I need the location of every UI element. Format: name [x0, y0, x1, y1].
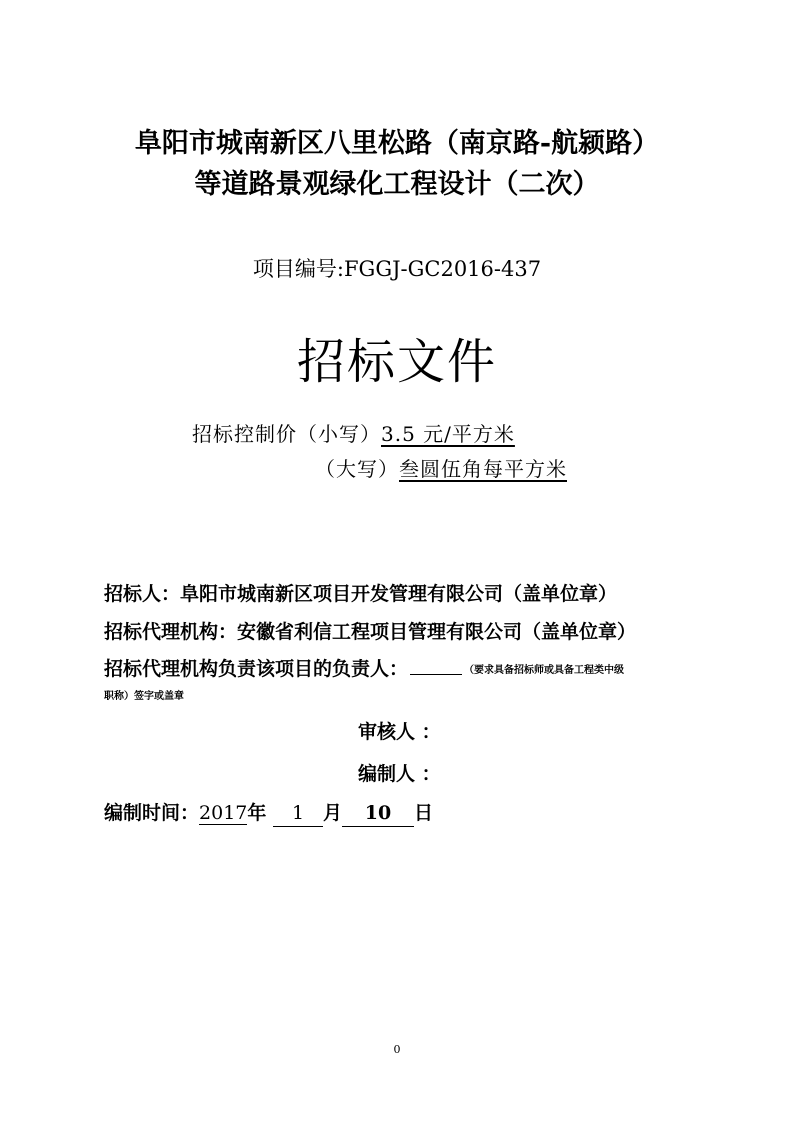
compile-date	[104, 800, 433, 827]
responsible-note-continued: 职称）签字或盖章	[104, 691, 184, 702]
date-day: 10	[342, 800, 414, 827]
page-number: 0	[393, 1043, 401, 1056]
title-line-1: 阜阳市城南新区八里松路（南京路-航颍路）	[134, 128, 660, 159]
price-lowercase-value: 3.5 元/平方米	[381, 422, 515, 446]
price-uppercase-line	[315, 455, 567, 483]
responsible-line	[104, 656, 624, 684]
date-year-unit: 年	[247, 802, 267, 824]
reviewer-label: 审核人 ：	[358, 721, 441, 743]
signature-blank	[410, 662, 462, 675]
price-uppercase-value: 叁圆伍角每平方米	[399, 457, 567, 481]
price-label: 招标控制价（小写）	[192, 422, 381, 446]
date-label: 编制时间：	[104, 802, 200, 824]
date-month-unit: 月	[323, 802, 343, 824]
date-month: 1	[273, 800, 323, 827]
tenderer-line: 招标人：阜阳市城南新区项目开发管理有限公司（盖单位章）	[104, 583, 618, 605]
date-year: 2017	[199, 802, 248, 824]
agency-line: 招标代理机构：安徽省利信工程项目管理有限公司（盖单位章）	[104, 621, 637, 643]
date-day-unit: 日	[414, 802, 434, 824]
project-number: 项目编号:FGGJ-GC2016-437	[252, 257, 542, 281]
responsible-note: （要求具备招标师或具备工程类中级	[464, 665, 625, 676]
compiler-label: 编制人 ：	[358, 763, 441, 785]
responsible-label: 招标代理机构负责该项目的负责人：	[104, 658, 409, 680]
document-title: 招标文件	[296, 334, 497, 390]
title-line-2: 等道路景观绿化工程设计（二次）	[194, 169, 600, 200]
price-lowercase-line	[192, 420, 515, 448]
price-uppercase-label: （大写）	[315, 457, 399, 481]
